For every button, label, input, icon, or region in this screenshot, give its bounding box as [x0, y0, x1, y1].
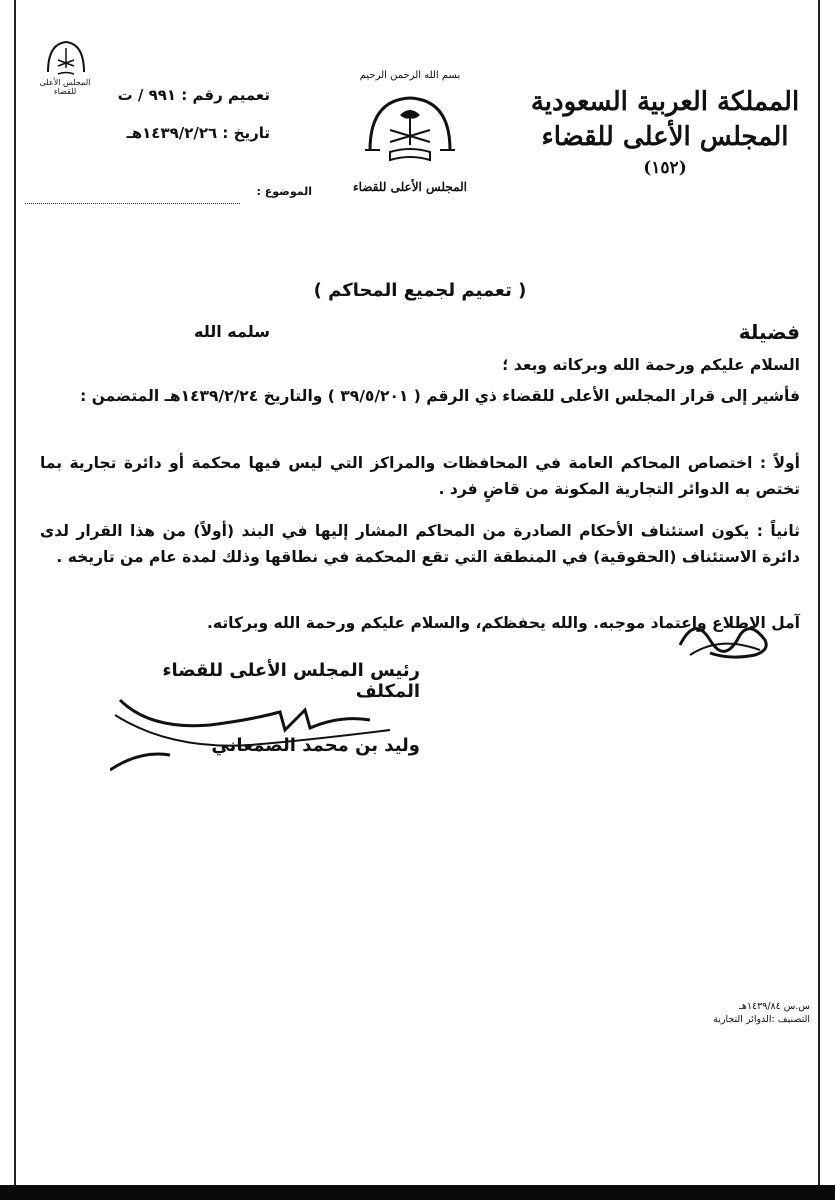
page-edge-right [818, 0, 820, 1185]
emblem-caption: المجلس الأعلى للقضاء [352, 180, 468, 194]
letterhead-block [520, 85, 810, 181]
salutation: فضيلة [738, 320, 800, 344]
reference-paragraph: فأشير إلى قرار المجلس الأعلى للقضاء ذي الرقم ( ٣٩/٥/٢٠١ ) والتاريخ ١٤٣٩/٢/٢٤هـ المتضمن : [80, 387, 800, 405]
item-first: أولاً : اختصاص المحاكم العامة في المحافظات والمراكز التي ليس فيها محكمة أو دائرة تجارية بما تختص به الدوائر التجارية المكونة من قاضٍ فرد . [40, 454, 800, 498]
footer-classification: التصنيف :الدوائر التجارية [713, 1014, 810, 1025]
item-second: ثانياً : يكون استئناف الأحكام الصادرة من المحاكم المشار إليها في البند (أولاً) من هذا القرار لدى دائرة الاستئناف (الحقوقية) في المنطقة التي تقع المحكمة في نطاقها وذلك لمدة عام من تاريخه . [40, 522, 800, 566]
signatory-title: رئيس المجلس الأعلى للقضاء المكلف [162, 660, 420, 702]
signatory-name: وليد بن محمد الصمعاني [211, 735, 420, 756]
footer-ref-number: س.س ١٤٣٩/٨٤هـ [739, 1001, 810, 1012]
blessing: سلمه الله [194, 322, 270, 341]
country-name: المملكة العربية السعودية [530, 87, 800, 117]
subject-label: الموضوع : [256, 185, 312, 198]
document-title: ( تعميم لجميع المحاكم ) [313, 280, 527, 301]
initials-signature [670, 605, 780, 665]
basmala: بسم الله الرحمن الرحيم [359, 70, 461, 81]
letterhead-number: (١٥٢) [643, 158, 687, 178]
small-emblem-caption: المجلس الأعلى للقضاء [39, 78, 91, 96]
footer-reference [660, 1000, 810, 1026]
closing-paragraph: آمل الاطلاع واعتماد موجبه. والله يحفظكم، والسلام عليكم ورحمة الله وبركاته. [207, 614, 800, 632]
council-emblem-icon [360, 90, 460, 180]
council-name: المجلس الأعلى للقضاء [541, 122, 789, 152]
screen-bottom-bar [0, 1185, 835, 1200]
circular-meta [60, 76, 270, 152]
circular-date: تاريخ : ١٤٣٩/٢/٢٦هـ [126, 124, 270, 142]
page-edge-left [14, 0, 16, 1185]
subject-line [25, 203, 240, 204]
circular-number: تعميم رقم : ٩٩١ / ت [117, 86, 270, 104]
greeting-paragraph: السلام عليكم ورحمة الله وبركاته وبعد ؛ [502, 356, 800, 374]
